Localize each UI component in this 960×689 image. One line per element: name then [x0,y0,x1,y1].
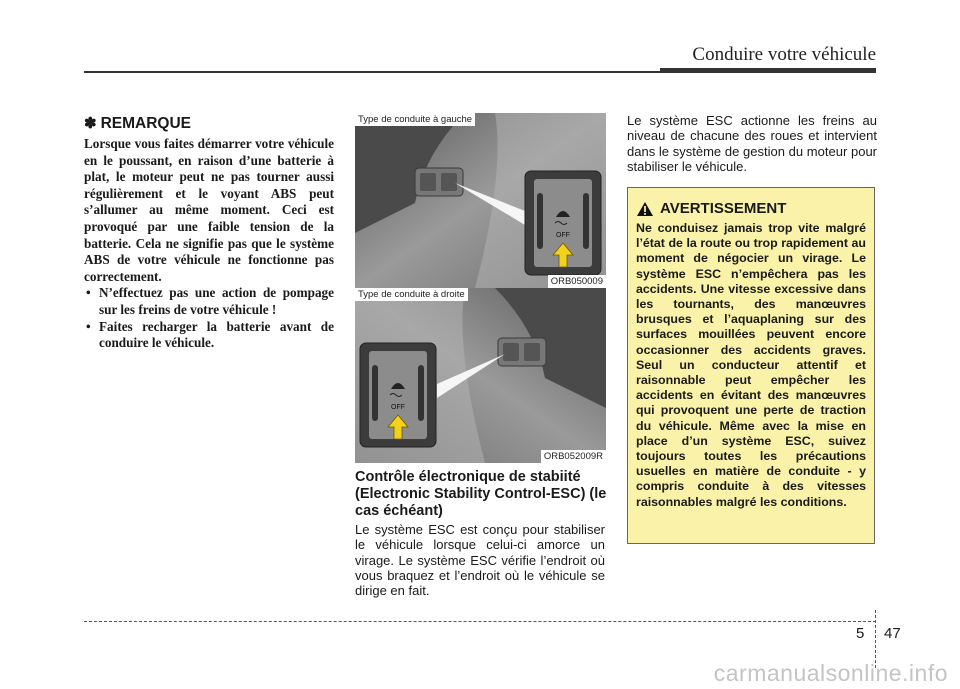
dashboard-illustration [355,288,606,463]
list-item: • N’effectuez pas une action de pompage sur les freins de votre véhicule ! [84,285,334,318]
note-paragraph: Lorsque vous faites démarrer votre véhicule en le poussant, en raison d’une batterie à plat, le moteur peut ne pas tourner aussi régulièrement et le voyant ABS peut s’allumer au même moment. Ceci est provoqué par une faible tension de la batterie. Cela ne signifie pas que le système ABS de votre véhicule ne fonctionne pas correctement. [84,136,334,284]
dashboard-illustration [355,113,606,288]
header-rule [84,71,660,73]
figure-left-hand-drive [355,113,606,288]
off-text: OFF [556,232,570,239]
warning-box [627,187,875,544]
chapter-number: 5 [856,625,865,642]
warning-title: AVERTISSEMENT [660,200,787,217]
warning-text: Ne conduisez jamais trop vite malgré l’état de la route ou trop rapidement au moment de négocier un virage. Le système ESC n’empêchera pas les accidents. Une vitesse excessive dans les tournants, des manœuvres brusques et l’aquaplaning sur des surfaces mouillées peuvent encore occasionner des accidents graves. Seul un conducteur attentif et raisonnable peut empêcher les accidents en évitant des manœuvres qui provoquent une perte de traction du véhicule. Même avec la mise en place d’un système ESC, suivez toujours toutes les précautions usuelles en matière de conduite - y compris conduite à des vitesses raisonnables malgré les conditions. [636,221,866,509]
watermark: carmanualsonline.info [713,660,948,686]
figure-caption: Type de conduite à gauche [355,113,475,126]
off-text: OFF [391,404,405,411]
note-title: REMARQUE [100,115,191,132]
warning-triangle-icon [636,201,654,217]
note-list [84,285,334,351]
footer-rule [84,621,876,622]
list-item: • Faites recharger la batterie avant de conduire le véhicule. [84,319,334,352]
note-heading [84,114,334,133]
note-section [84,114,334,352]
figure-caption: Type de conduite à droite [355,288,468,301]
running-header: Conduire votre véhicule [692,44,876,65]
esc-paragraph: Le système ESC actionne les freins au niveau de chacune des roues et intervient dans le système de gestion du moteur pour stabiliser le véhicule. [627,113,877,174]
figure-code: ORB052009R [541,450,606,463]
section-title: Contrôle électronique de stabiité (Electronic Stability Control-ESC) (le cas échéant) [355,469,607,519]
star-icon: ✽ [84,115,97,132]
figure-right-hand-drive [355,288,606,463]
page-number: 47 [884,625,901,642]
header-rule-thick [660,68,876,73]
section-paragraph: Le système ESC est conçu pour stabiliser le véhicule lorsque celui-ci amorce un virage. Le système ESC vérifie l’endroit où vous braquez et l’endroit où le véhicule se dirige en fait. [355,522,605,599]
figure-code: ORB050009 [548,275,606,288]
warning-heading [636,200,866,217]
